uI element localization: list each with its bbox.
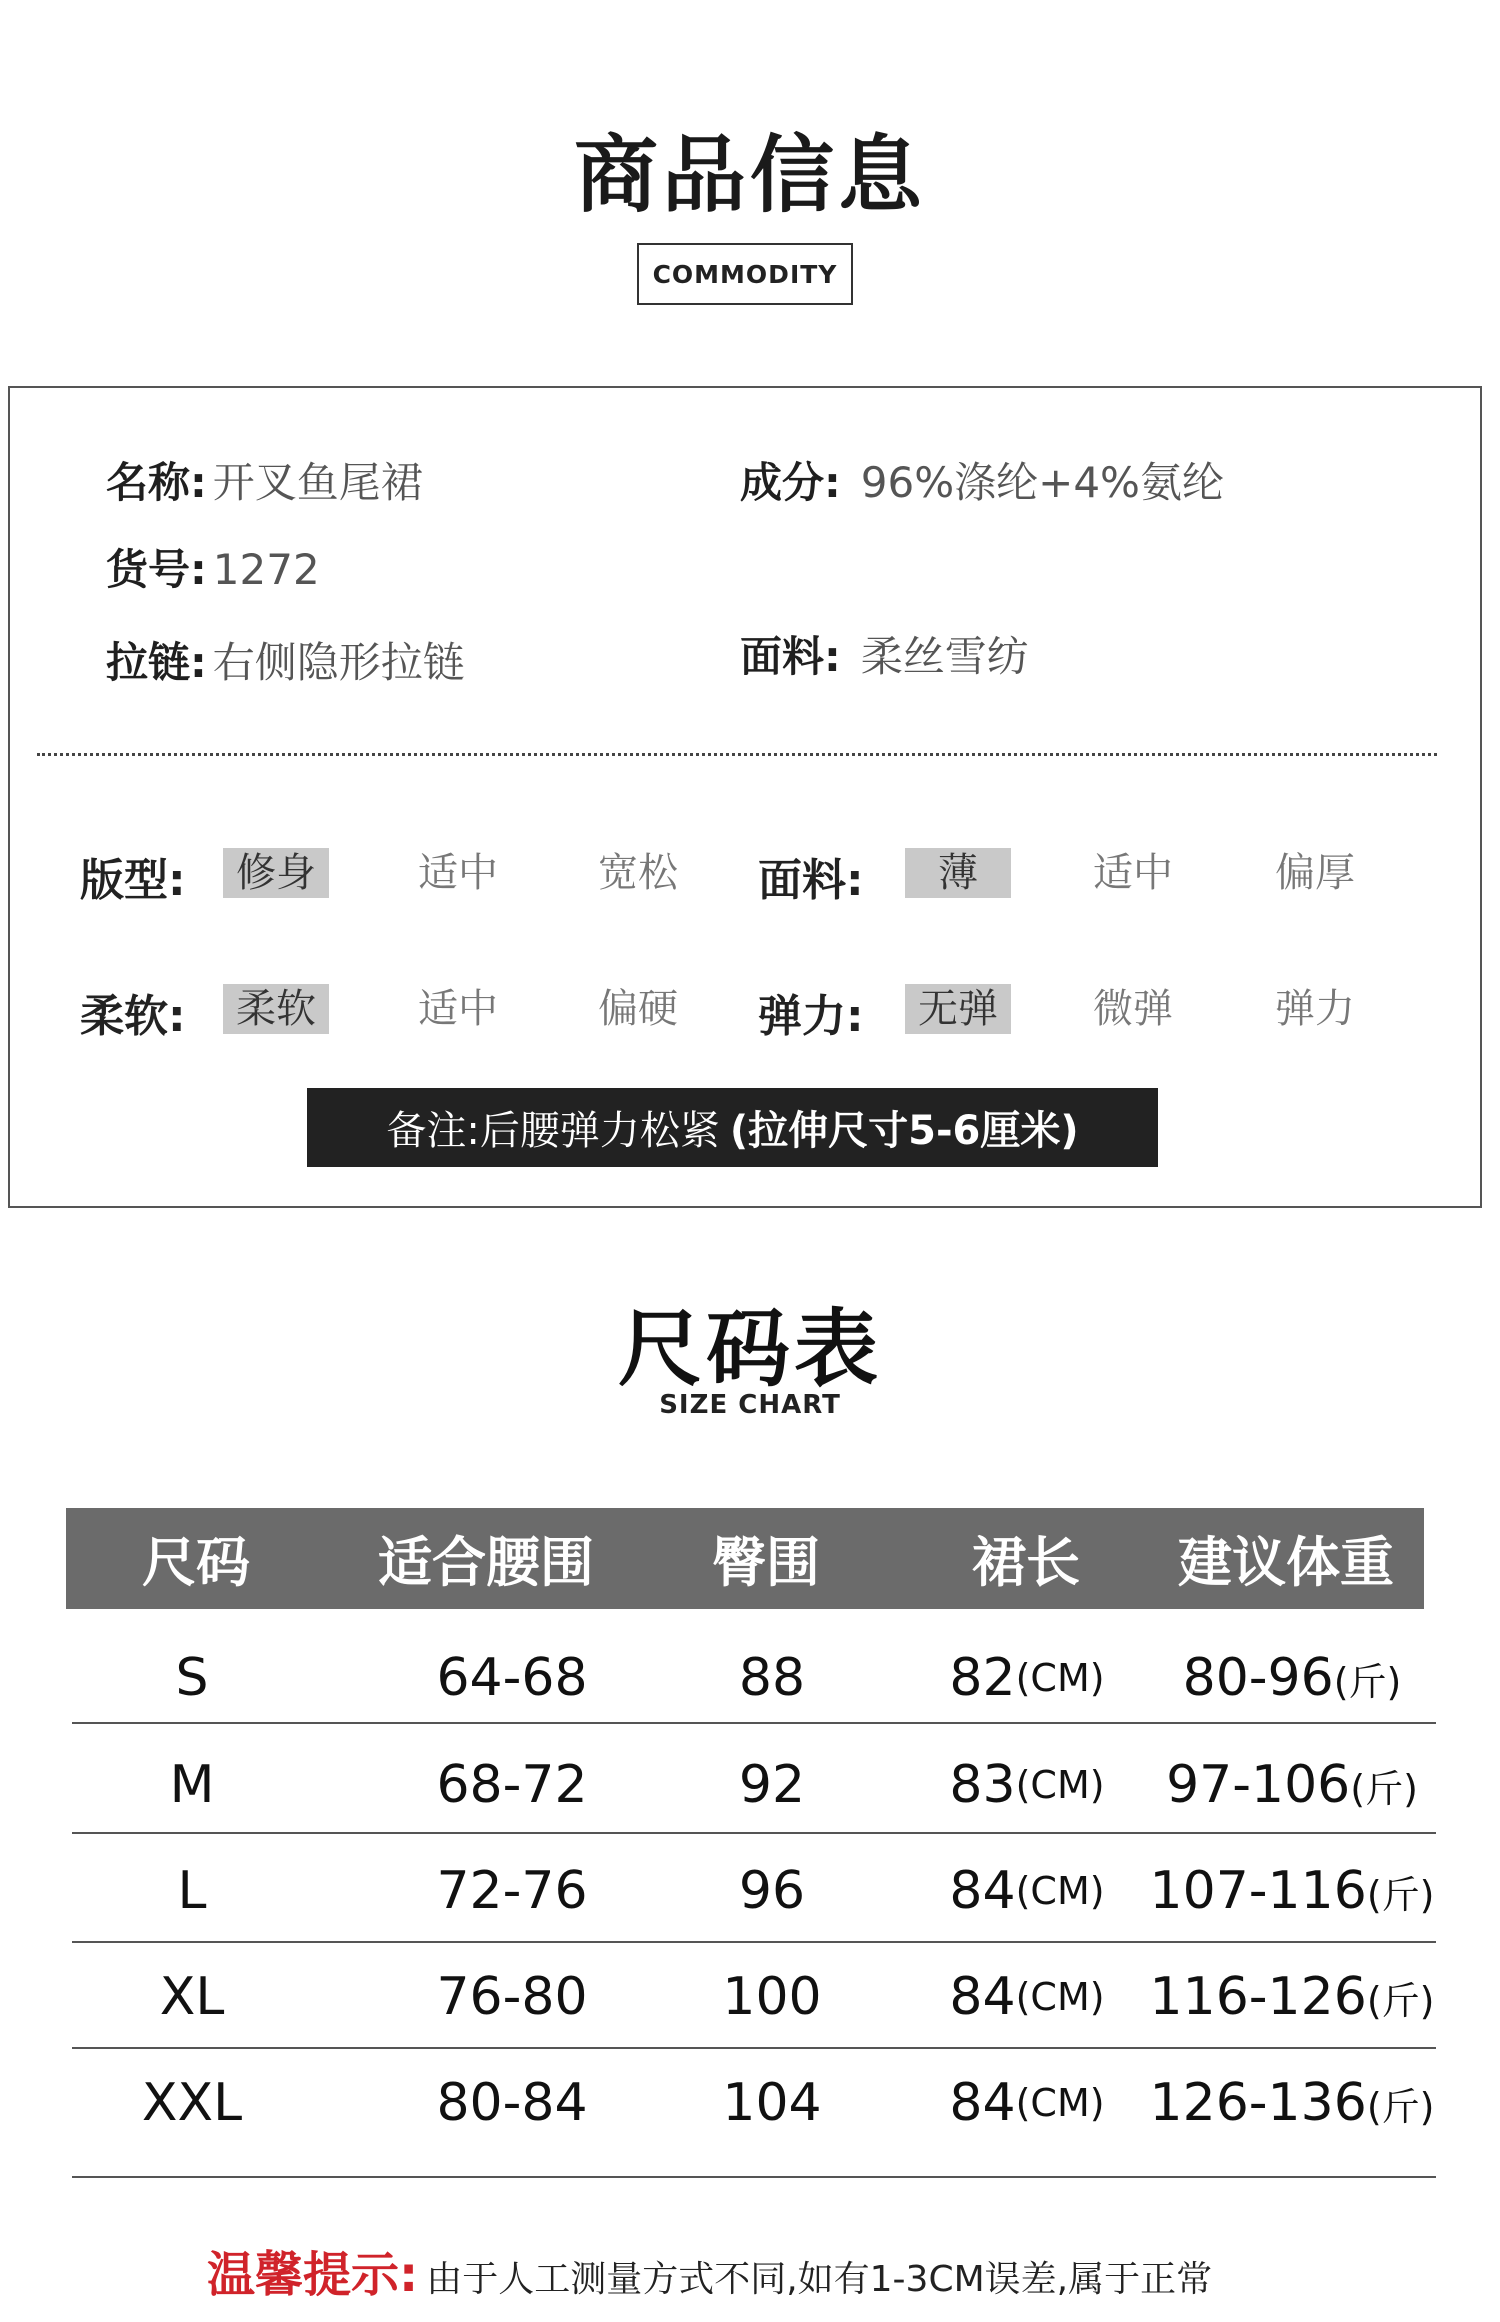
attr-stretch-option: 弹力 <box>1275 986 1355 1032</box>
cell-weight <box>1142 1732 1442 1838</box>
attr-softness-option: 柔软 <box>223 984 329 1034</box>
info-sku <box>106 537 320 597</box>
cell-waist: 72-76 <box>436 1861 588 1921</box>
cell-weight <box>1142 1625 1442 1731</box>
info-name <box>106 450 423 510</box>
cell-hip: 100 <box>722 1967 822 2027</box>
fabric-value: 柔丝雪纺 <box>860 632 1029 681</box>
cell-weight <box>1142 2050 1442 2156</box>
size-chart-subtitle: SIZE CHART <box>659 1390 841 1420</box>
attr-fabric-option: 薄 <box>905 848 1011 898</box>
length-value: 82 <box>949 1648 1016 1708</box>
length-value: 84 <box>949 1967 1016 2027</box>
name-value: 开叉鱼尾裙 <box>212 458 423 507</box>
attr-softness-option: 适中 <box>418 986 498 1032</box>
info-fabric <box>740 624 1029 684</box>
commodity-subtitle: COMMODITY <box>637 243 853 305</box>
header-size: 尺码 <box>142 1531 250 1594</box>
composition-value: 96%涤纶+4%氨纶 <box>860 458 1224 507</box>
weight-value: 116-126 <box>1149 1967 1367 2027</box>
cell-hip: 92 <box>738 1755 806 1815</box>
commodity-title: 商品信息 <box>573 126 926 224</box>
cell-size: S <box>175 1648 209 1708</box>
attr-softness-option: 偏硬 <box>598 986 678 1032</box>
attr-stretch-option: 无弹 <box>905 984 1011 1034</box>
note-prefix: 备注:后腰弹力松紧 <box>386 1108 720 1154</box>
cell-hip: 96 <box>738 1861 806 1921</box>
weight-unit: (斤) <box>1366 1978 1435 2023</box>
zipper-label: 拉链: <box>106 638 207 687</box>
cell-length <box>902 1625 1152 1731</box>
table-row <box>72 1838 1436 1944</box>
weight-unit: (斤) <box>1366 2084 1435 2129</box>
length-value: 83 <box>949 1755 1016 1815</box>
weight-value: 126-136 <box>1149 2073 1367 2133</box>
length-value: 84 <box>949 2073 1016 2133</box>
row-divider <box>72 1832 1436 1834</box>
dotted-divider <box>37 753 1437 756</box>
cell-hip: 88 <box>738 1648 806 1708</box>
composition-label: 成分: <box>740 458 841 507</box>
cell-length <box>902 1732 1152 1838</box>
size-table-header <box>66 1508 1424 1609</box>
attr-softness-label: 柔软: <box>80 991 186 1042</box>
length-value: 84 <box>949 1861 1016 1921</box>
length-unit: (CM) <box>1015 1869 1105 1913</box>
note-emphasis: (拉伸尺寸5-6厘米) <box>729 1108 1079 1154</box>
cell-size: M <box>169 1755 215 1815</box>
length-unit: (CM) <box>1015 1656 1105 1700</box>
tip-label: 温馨提示: <box>207 2247 419 2303</box>
row-divider <box>72 2047 1436 2049</box>
row-divider <box>72 1941 1436 1943</box>
cell-length <box>902 1944 1152 2050</box>
note-bar <box>307 1088 1158 1167</box>
sku-value: 1272 <box>212 545 320 594</box>
attr-fit-option: 修身 <box>223 848 329 898</box>
length-unit: (CM) <box>1015 2081 1105 2125</box>
weight-unit: (斤) <box>1333 1659 1402 1704</box>
attr-fit-option: 适中 <box>418 850 498 896</box>
cell-waist: 80-84 <box>436 2073 588 2133</box>
cell-hip: 104 <box>722 2073 822 2133</box>
cell-weight <box>1142 1944 1442 2050</box>
weight-value: 107-116 <box>1149 1861 1367 1921</box>
weight-unit: (斤) <box>1366 1872 1435 1917</box>
attr-fabric-label: 面料: <box>758 855 864 906</box>
cell-waist: 68-72 <box>436 1755 588 1815</box>
fabric-label: 面料: <box>740 632 841 681</box>
length-unit: (CM) <box>1015 1975 1105 2019</box>
row-divider <box>72 2176 1436 2178</box>
cell-size: XL <box>159 1967 225 2027</box>
length-unit: (CM) <box>1015 1763 1105 1807</box>
warm-tip <box>207 2236 1212 2305</box>
table-row <box>72 1944 1436 2050</box>
table-row <box>72 2050 1436 2156</box>
name-label: 名称: <box>106 458 207 507</box>
table-row <box>72 1732 1436 1838</box>
header-weight: 建议体重 <box>1178 1531 1394 1594</box>
cell-length <box>902 1838 1152 1944</box>
tip-text: 由于人工测量方式不同,如有1-3CM误差,属于正常 <box>426 2259 1213 2300</box>
weight-value: 80-96 <box>1182 1648 1334 1708</box>
cell-size: L <box>177 1861 207 1921</box>
cell-size: XXL <box>141 2073 243 2133</box>
attr-fabric-option: 适中 <box>1093 850 1173 896</box>
cell-waist: 76-80 <box>436 1967 588 2027</box>
sku-label: 货号: <box>106 545 207 594</box>
attr-fabric-option: 偏厚 <box>1275 850 1355 896</box>
header-waist: 适合腰围 <box>378 1531 594 1594</box>
size-chart-title: 尺码表 <box>617 1300 882 1398</box>
header-length: 裙长 <box>972 1531 1080 1594</box>
info-zipper <box>106 630 465 690</box>
attr-stretch-option: 微弹 <box>1093 986 1173 1032</box>
table-row <box>72 1625 1436 1731</box>
attr-fit-label: 版型: <box>80 855 186 906</box>
weight-unit: (斤) <box>1350 1766 1418 1811</box>
attr-fit-option: 宽松 <box>598 850 678 896</box>
weight-value: 97-106 <box>1166 1755 1351 1815</box>
header-hip: 臀围 <box>712 1531 820 1594</box>
row-divider <box>72 1722 1436 1724</box>
cell-weight <box>1142 1838 1442 1944</box>
cell-length <box>902 2050 1152 2156</box>
cell-waist: 64-68 <box>436 1648 588 1708</box>
zipper-value: 右侧隐形拉链 <box>212 638 465 687</box>
info-composition <box>740 450 1224 510</box>
attr-stretch-label: 弹力: <box>758 991 864 1042</box>
